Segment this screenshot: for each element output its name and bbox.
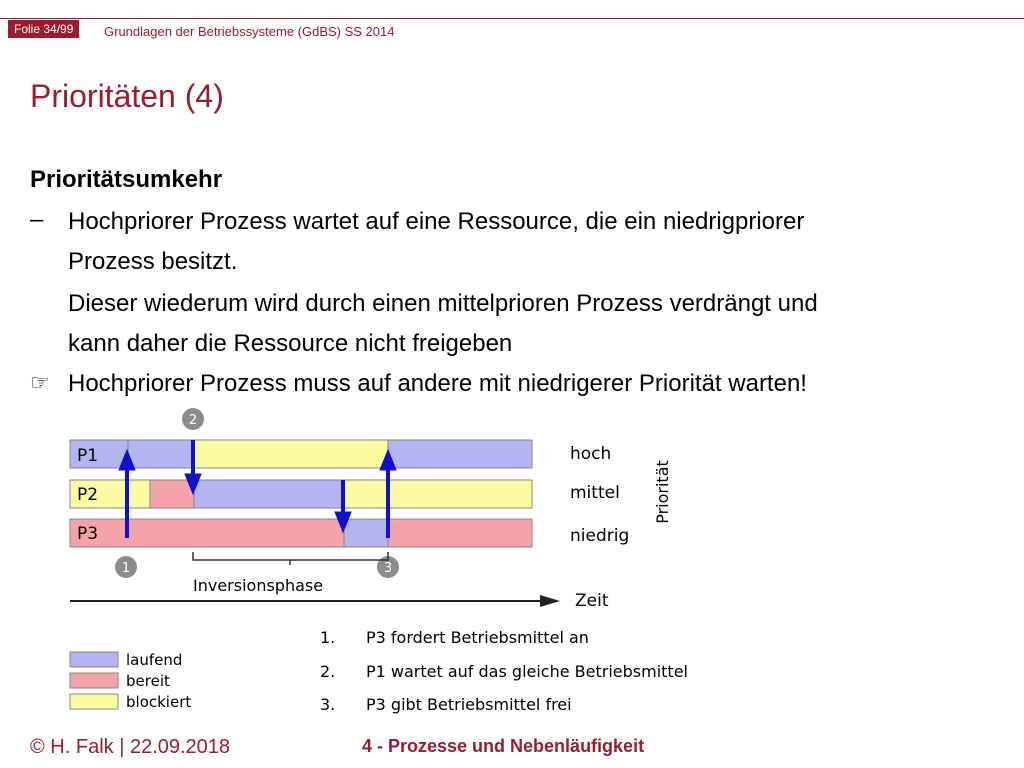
body-line-conclusion: Hochpriorer Prozess muss auf andere mit niedrigerer Priorität warten! — [68, 370, 807, 397]
legend-swatch-running — [70, 652, 118, 667]
process-label-p2: P2 — [77, 485, 99, 505]
p2-ready-segment — [150, 480, 194, 508]
p3-ready-segment — [70, 519, 344, 547]
time-axis-arrowhead — [540, 595, 560, 607]
footer-chapter: 4 - Prozesse und Nebenläufigkeit — [362, 736, 645, 756]
legend-label: blockiert — [126, 693, 192, 711]
priority-high-label: hoch — [570, 444, 612, 464]
slide-subtitle: Prioritätsumkehr — [30, 166, 223, 193]
legend-label: laufend — [126, 651, 183, 669]
body-line: Hochpriorer Prozess wartet auf eine Ressource, die ein niedrigpriorer — [68, 208, 805, 235]
time-label: Zeit — [575, 591, 609, 611]
process-label-p3: P3 — [77, 524, 99, 544]
slide-title: Prioritäten (4) — [30, 78, 224, 114]
course-title: Grundlagen der Betriebssysteme (GdBS) SS 2014 — [104, 24, 395, 39]
p2-running-segment — [194, 480, 344, 508]
step-text: P3 gibt Betriebsmittel frei — [366, 695, 572, 714]
dash-bullet: – — [30, 206, 44, 233]
legend-swatch-ready — [70, 673, 118, 688]
marker-label: 2 — [188, 413, 198, 428]
slide-counter: Folie 34/99 — [8, 20, 79, 38]
p1-blocked-segment — [194, 440, 388, 468]
p2-blocked-segment — [344, 480, 532, 508]
step-number: 2. — [320, 662, 336, 681]
marker-label: 1 — [121, 561, 131, 576]
p1-running-segment — [128, 440, 194, 468]
priority-medium-label: mittel — [570, 483, 620, 503]
inversion-bracket — [193, 552, 388, 560]
priority-low-label: niedrig — [570, 526, 630, 546]
process-label-p1: P1 — [77, 446, 99, 466]
step-number: 3. — [320, 695, 336, 714]
pointing-hand-icon: ☞ — [30, 370, 50, 395]
step-number: 1. — [320, 628, 336, 647]
body-line: Dieser wiederum wird durch einen mittelprioren Prozess verdrängt und — [68, 290, 818, 317]
marker-label: 3 — [383, 561, 393, 576]
p1-running-segment — [388, 440, 532, 468]
step-text: P1 wartet auf das gleiche Betriebsmittel — [366, 662, 688, 681]
step-text: P3 fordert Betriebsmittel an — [366, 628, 589, 647]
body-line: Prozess besitzt. — [68, 248, 238, 275]
legend-label: bereit — [126, 672, 170, 690]
priority-axis-label: Priorität — [653, 460, 672, 524]
legend-swatch-blocked — [70, 694, 118, 709]
body-line: kann daher die Ressource nicht freigeben — [68, 330, 513, 357]
footer-author-date: © H. Falk | 22.09.2018 — [30, 736, 231, 758]
p3-running-segment — [344, 519, 388, 547]
inversion-label: Inversionsphase — [193, 576, 324, 595]
p3-ready-segment — [388, 519, 532, 547]
